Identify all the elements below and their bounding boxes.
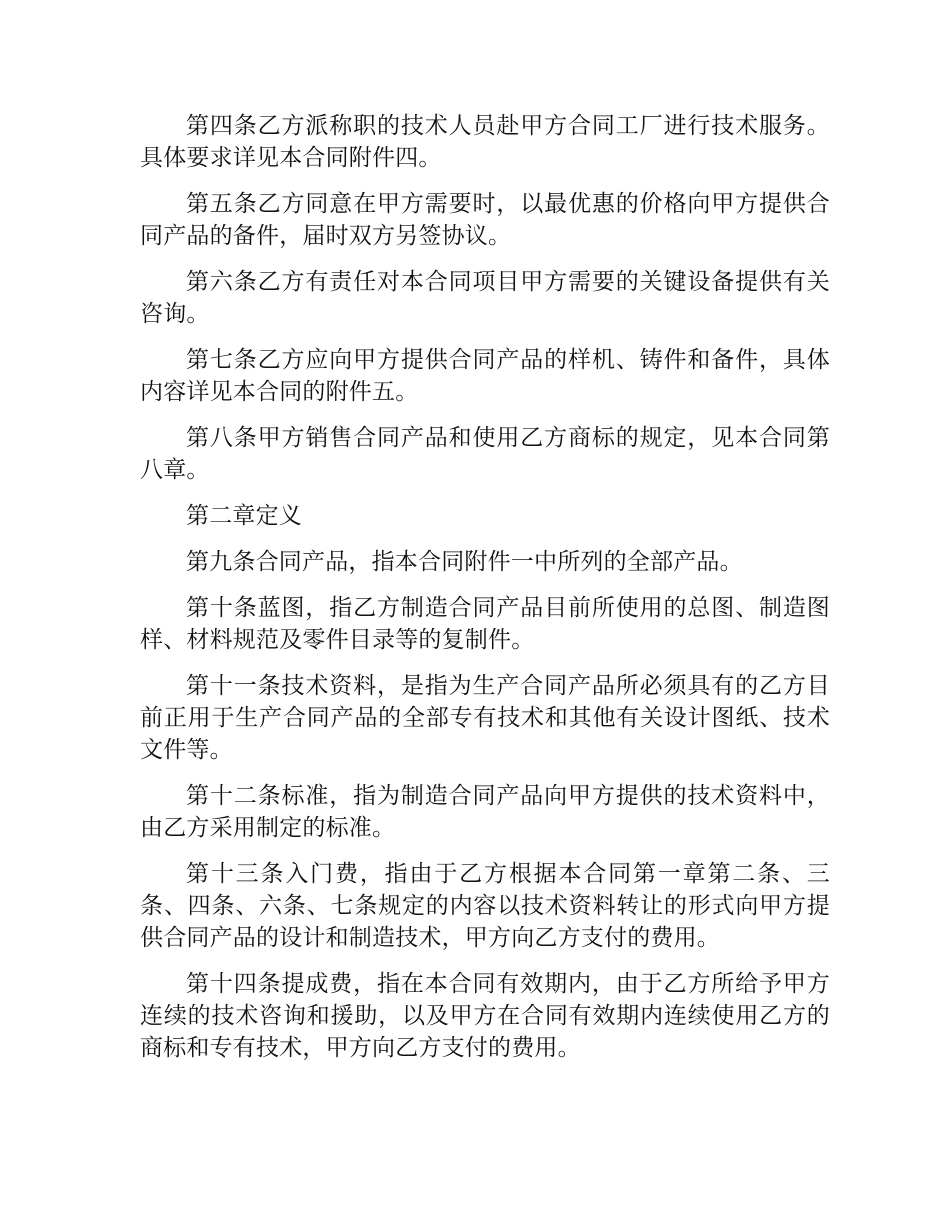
article-4-paragraph: 第四条乙方派称职的技术人员赴甲方合同工厂进行技术服务。具体要求详见本合同附件四。: [140, 113, 830, 171]
article-12-paragraph: 第十二条标准，指为制造合同产品向甲方提供的技术资料中，由乙方采用制定的标准。: [140, 783, 830, 841]
article-5-paragraph: 第五条乙方同意在甲方需要时，以最优惠的价格向甲方提供合同产品的备件，届时双方另签协议。: [140, 191, 830, 249]
chapter-2-heading: 第二章定义: [186, 503, 302, 529]
article-7-paragraph: 第七条乙方应向甲方提供合同产品的样机、铸件和备件，具体内容详见本合同的附件五。: [140, 347, 830, 405]
article-6-paragraph: 第六条乙方有责任对本合同项目甲方需要的关键设备提供有关咨询。: [140, 269, 830, 327]
article-14-paragraph: 第十四条提成费，指在本合同有效期内，由于乙方所给予甲方连续的技术咨询和援助，以及甲方在合同有效期内连续使用乙方的商标和专有技术，甲方向乙方支付的费用。: [140, 971, 830, 1061]
article-10-paragraph: 第十条蓝图，指乙方制造合同产品目前所使用的总图、制造图样、材料规范及零件目录等的复制件。: [140, 595, 830, 653]
article-13-paragraph: 第十三条入门费，指由于乙方根据本合同第一章第二条、三条、四条、六条、七条规定的内容以技术资料转让的形式向甲方提供合同产品的设计和制造技术，甲方向乙方支付的费用。: [140, 861, 830, 951]
document-page: [140, 110, 830, 1078]
article-8-paragraph: 第八条甲方销售合同产品和使用乙方商标的规定，见本合同第八章。: [140, 425, 830, 483]
article-9-paragraph: 第九条合同产品，指本合同附件一中所列的全部产品。: [186, 549, 743, 575]
article-11-paragraph: 第十一条技术资料，是指为生产合同产品所必须具有的乙方目前正用于生产合同产品的全部专有技术和其他有关设计图纸、技术文件等。: [140, 673, 830, 763]
